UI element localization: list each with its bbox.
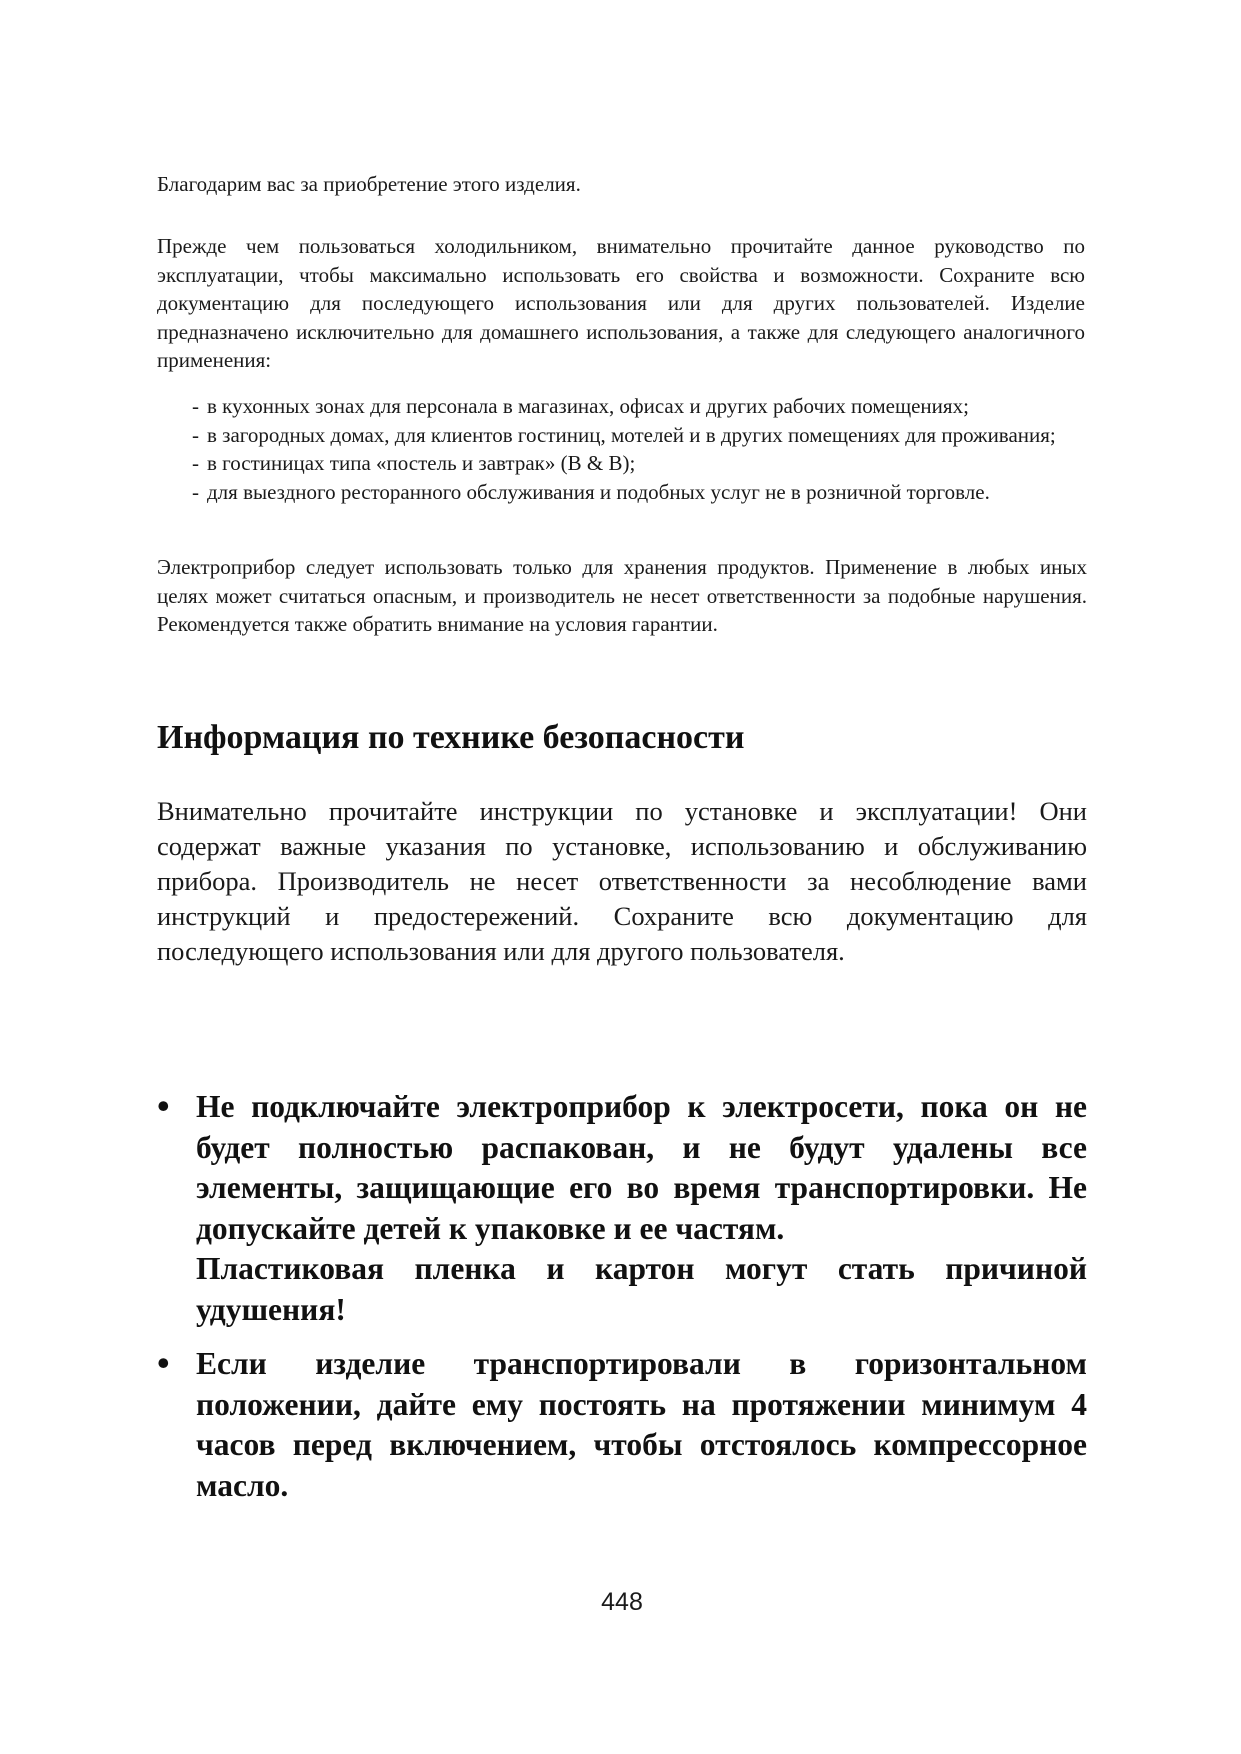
warning-extra-text: Пластиковая пленка и картон могут стать причиной удушения! [196, 1251, 1087, 1327]
dash-marker: - [192, 451, 199, 475]
bullet-icon: • [157, 1086, 170, 1126]
safety-line: Они содержат важные указания по установке, использованию и обслуживанию прибора. [157, 796, 1087, 896]
usage-note-paragraph: Электроприбор следует использовать только для хранения продуктов. Применение в любых иных целях может считаться опасным, и производитель не несет ответственности за подобные нарушения. Рекомендуется также обратить внимание на условия гарантии. [157, 555, 1087, 636]
usage-list-item: - для выездного ресторанного обслуживания и подобных услуг не в розничной торговле. [192, 478, 1087, 507]
greeting-text: Благодарим вас за приобретение этого изделия. [157, 172, 581, 196]
usage-list-item: - в гостиницах типа «постель и завтрак» (B & B); [192, 449, 1087, 478]
dash-marker: - [192, 422, 199, 447]
manual-page [157, 0, 1087, 1754]
page-number: 448 [601, 1588, 643, 1616]
warning-text: Если изделие транспортировали в горизонтальном положении, дайте ему постоять на протяжении минимум 4 часов перед включением, чтобы отстоялось компрессорное масло. [196, 1346, 1087, 1503]
usage-list-item: - в загородных домах, для клиентов гостиниц, мотелей и в других помещениях для проживания; [192, 421, 1087, 450]
warning-item [157, 1344, 1087, 1506]
dash-marker: - [192, 394, 199, 418]
bullet-icon: • [157, 1343, 170, 1383]
warning-text: Не подключайте электроприбор к электросети, пока он не будет полностью распакован, и не будут удалены все элементы, защищающие его во время транспортировки. Не допускайте детей к упаковке и ее частям. [196, 1089, 1087, 1246]
intro-paragraph: Прежде чем пользоваться холодильником, внимательно прочитайте данное руководство по эксплуатации, чтобы максимально использовать его свойства и возможности. Сохраните всю документацию для последующего использования или для других пользователей. Изделие предназначено исключительно для домашнего использования, а также для следующего аналогичного применения: [157, 234, 1085, 372]
safety-heading: Информация по технике безопасности [157, 719, 745, 756]
warning-item [157, 1087, 1087, 1330]
dash-marker: - [192, 479, 199, 504]
usage-list [192, 392, 1087, 506]
safety-line: Производитель не несет ответственности за несоблюдение вами инструкций и предостережений. [157, 866, 1087, 931]
safety-line: Внимательно прочитайте инструкции по установке и эксплуатации! [157, 796, 1018, 826]
warnings-list [157, 1087, 1087, 1506]
safety-instructions [157, 794, 1087, 969]
usage-list-item: - в кухонных зонах для персонала в магазинах, офисах и других рабочих помещениях; [192, 392, 1087, 421]
safety-line: Сохраните всю документацию для последующего использования или для другого пользователя. [157, 901, 1087, 966]
